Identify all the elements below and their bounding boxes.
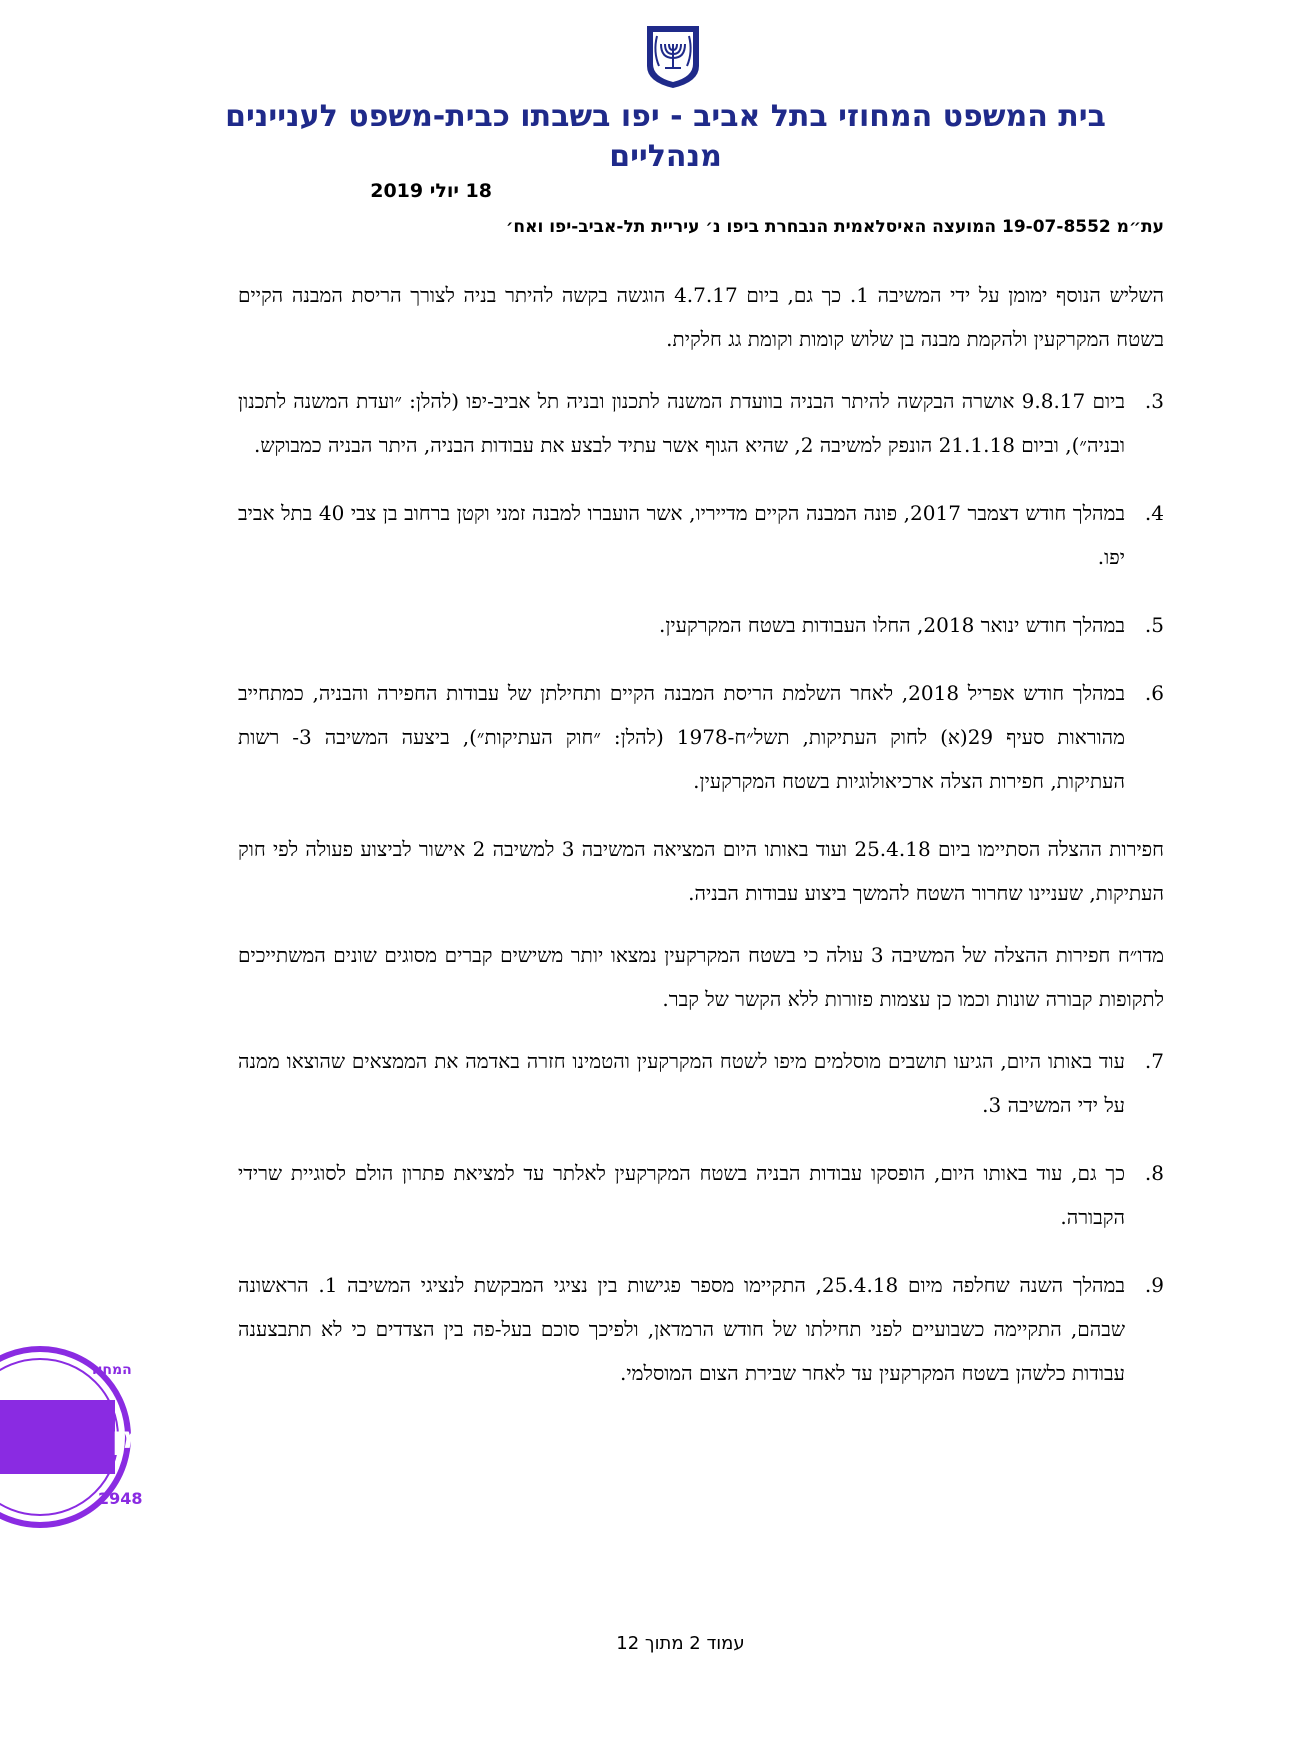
paragraph-3 bbox=[238, 379, 1164, 467]
paragraph-number: 4. bbox=[1144, 501, 1164, 525]
paragraph-text: במהלך השנה שחלפה מיום 25.4.18, התקיימו מספר פגישות בין נציגי המבקשת לנציגי המשיבה 1. הראשונה שבהם, התקיימה כשבועיים לפני תחילתו של חודש הרמדאן, ולפיכך סוכם בעל-פה בין הצדדים כי לא תתבצענה עבודות כלשהן בשטח המקרקעין עד לאחר שבירת הצום המוסלמי. bbox=[238, 1273, 1126, 1385]
paragraph-6-continued-a: חפירות ההצלה הסתיימו ביום 25.4.18 ועוד באותו היום המציאה המשיבה 3 למשיבה 2 אישור לביצוע פעולה לפי חוק העתיקות, שעניינו שחרור השטח להמשך ביצוע עבודות הבניה. bbox=[238, 837, 1165, 905]
paragraph-number: 9. bbox=[1144, 1273, 1164, 1297]
paragraph-6 bbox=[238, 671, 1164, 803]
court-stamp bbox=[0, 1322, 166, 1552]
paragraph-4 bbox=[238, 491, 1164, 579]
paragraph-7 bbox=[238, 1039, 1164, 1127]
paragraph-number: 7. bbox=[1144, 1049, 1164, 1073]
stamp-text-top: המחוז bbox=[92, 1362, 132, 1378]
paragraph-number: 6. bbox=[1144, 681, 1164, 705]
court-title-line1: בית המשפט המחוזי בתל אביב - יפו בשבתו כבית-משפט לעניינים bbox=[225, 99, 1106, 134]
paragraph-text: במהלך חודש אפריל 2018, לאחר השלמת הריסת המבנה הקיים ותחילתן של עבודות החפירה והבניה, כמתחייב מהוראות סעיף 29(א) לחוק העתיקות, תשל״ח-1978 (להלן: ״חוק העתיקות״), ביצעה המשיבה 3- רשות העתיקות, חפירות הצלה ארכיאולוגיות בשטח המקרקעין. bbox=[238, 681, 1126, 793]
paragraph-text: ביום 9.8.17 אושרה הבקשה להיתר הבניה בוועדת המשנה לתכנון ובניה תל אביב-יפו (להלן: ״ועדת המשנה לתכנון ובניה״), וביום 21.1.18 הונפק למשיבה 2, שהיא הגוף אשר עתיד לבצע את עבודות הבניה, היתר הבניה כמבוקש. bbox=[238, 389, 1125, 457]
paragraph-text: במהלך חודש ינואר 2018, החלו העבודות בשטח המקרקעין. bbox=[658, 613, 1125, 637]
paragraph-number: 5. bbox=[1144, 613, 1164, 637]
case-title: עת״מ 19-07-8552 המועצה האיסלאמית הנבחרת ביפו נ׳ עיריית תל-אביב-יפו ואח׳ bbox=[505, 217, 1164, 237]
paragraph-continued: השליש הנוסף ימומן על ידי המשיבה 1. כך גם, ביום 4.7.17 הוגשה בקשה להיתר בניה לצורך הריסת המבנה הקיים בשטח המקרקעין ולהקמת מבנה בן שלוש קומות וקומת גג חלקית. bbox=[238, 283, 1165, 351]
paragraph-text: עוד באותו היום, הגיעו תושבים מוסלמים מיפו לשטח המקרקעין והטמינו חזרה באדמה את הממצאים שהוצאו ממנה על ידי המשיבה 3. bbox=[238, 1049, 1125, 1117]
court-title-line2: מנהליים bbox=[609, 139, 722, 174]
decision-date: 18 יולי 2019 bbox=[370, 180, 492, 202]
paragraph-text: כך גם, עוד באותו היום, הופסקו עבודות הבניה בשטח המקרקעין לאלתר עד למציאת פתרון הולם לסוגיית שרידי הקבורה. bbox=[238, 1161, 1125, 1229]
document-body bbox=[238, 273, 1164, 1419]
paragraph-number: 3. bbox=[1144, 389, 1164, 413]
page-number: עמוד 2 מתוך 12 bbox=[616, 1633, 745, 1654]
paragraph-number: 8. bbox=[1144, 1161, 1164, 1185]
paragraph-5 bbox=[238, 603, 1164, 647]
paragraph-6-continued-b: מדו״ח חפירות ההצלה של המשיבה 3 עולה כי בשטח המקרקעין נמצאו יותר משישים קברים מסוגים שונים המשתייכים לתקופות קבורה שונות וכמו כן עצמות פזורות ללא הקשר של קבר. bbox=[238, 943, 1164, 1011]
paragraph-text: במהלך חודש דצמבר 2017, פונה המבנה הקיים מדייריו, אשר הועברו למבנה זמני וקטן ברחוב בן צבי 40 בתל אביב יפו. bbox=[238, 501, 1125, 569]
stamp-text-mid: אמן bbox=[112, 1421, 166, 1456]
court-title bbox=[210, 97, 1121, 177]
paragraph-9 bbox=[238, 1263, 1164, 1395]
paragraph-8 bbox=[238, 1151, 1164, 1239]
state-emblem-icon bbox=[643, 22, 703, 90]
stamp-text-bottom: 2948 bbox=[98, 1489, 143, 1508]
